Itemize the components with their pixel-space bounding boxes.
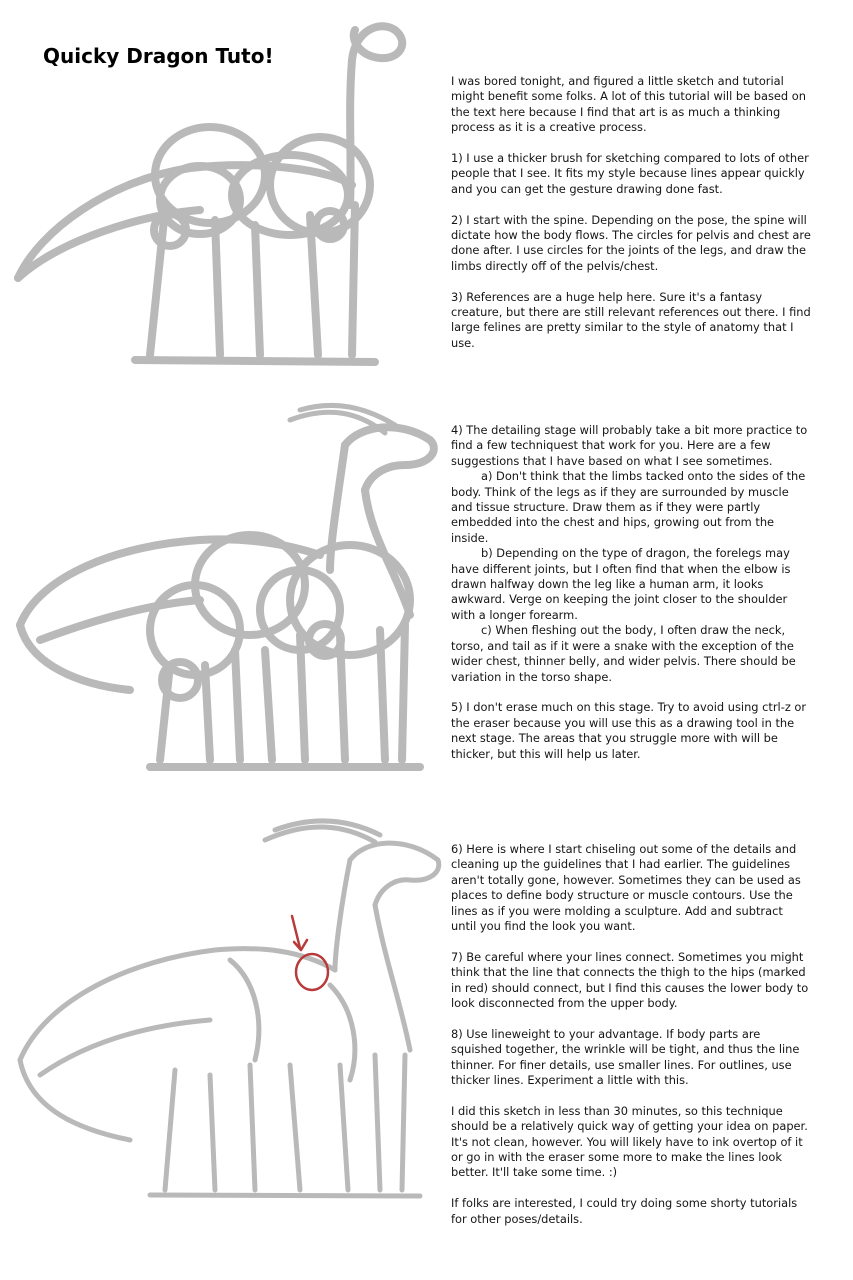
text-section-3 [451, 842, 811, 1242]
intro-paragraph: I was bored tonight, and figured a little sketch and tutorial might benefit some folks. A lot of this tutorial will be based on the text here because I find that art is as much a thinking process as it is a creative process. [451, 74, 806, 135]
step-2-paragraph: 2) I start with the spine. Depending on the pose, the spine will dictate how the body flows. The circles for pelvis and chest are done after. I use circles for the joints of the legs, and draw the limbs directly off of the pelvis/chest. [451, 212, 811, 273]
dragon-sketch-stage-3 [0, 810, 445, 1205]
step-6-paragraph: 6) Here is where I start chiseling out some of the details and cleaning up the guidelines that I had earlier. The guidelines aren't totally gone, however. Sometimes they can be used as places to define body structure or muscle contours. Use the lines as if you were molding a sculpture. Add and subtract until you find the look you want. [451, 842, 801, 934]
step-4c-paragraph: c) When fleshing out the body, I often draw the neck, torso, and tail as if it were a snake with the exception of the wider chest, thinner belly, and wider pelvis. There should be variation in the torso shape. [451, 623, 796, 684]
text-section-2 [451, 423, 811, 777]
step-7-paragraph: 7) Be careful where your lines connect. Sometimes you might think that the line that connects the thigh to the hips (marked in red) should connect, but I find this causes the lower body to look disconnected from the upper body. [451, 949, 809, 1011]
step-4a-paragraph: a) Don't think that the limbs tacked onto the sides of the body. Think of the legs as if they are surrounded by muscle and tissue structure. Draw them as if they were partly embedded into the chest and hips, growing out from the inside. [451, 469, 806, 545]
page-title: Quicky Dragon Tuto! [43, 44, 274, 68]
step-4-paragraph: 4) The detailing stage will probably take a bit more practice to find a few techniquest that work for you. Here are a few suggestions that I have based on what I see sometimes. [451, 423, 808, 468]
outro-paragraph: If folks are interested, I could try doing some shorty tutorials for other poses/details. [451, 1196, 798, 1226]
dragon-sketch-stage-2 [0, 395, 445, 785]
step-8-paragraph: 8) Use lineweight to your advantage. If body parts are squished together, the wrinkle will be tight, and thus the line thinner. For finer details, use smaller lines. For outlines, use thicker lines. Experiment a little with this. [451, 1026, 800, 1088]
text-section-1 [451, 74, 811, 367]
step-4b-paragraph: b) Depending on the type of dragon, the forelegs may have different joints, but I often find that when the elbow is drawn halfway down the leg like a human arm, it looks awkward. Verge on keeping the joint closer to the shoulder with a longer forearm. [451, 546, 791, 622]
step-1-paragraph: 1) I use a thicker brush for sketching compared to lots of other people that I see. It fits my style because lines appear quickly and you can get the gesture drawing done fast. [451, 151, 809, 196]
dragon-sketch-stage-1 [0, 10, 440, 370]
step-5-paragraph: 5) I don't erase much on this stage. Try to avoid using ctrl-z or the eraser because you will use this as a drawing tool in the next stage. The areas that you struggle more with will be thicker, but this will help us later. [451, 700, 807, 761]
closing-paragraph: I did this sketch in less than 30 minutes, so this technique should be a relatively quick way of getting your idea on paper. It's not clean, however. You will likely have to ink overtop of it or go in with the eraser some more to make the lines look better. It'll take some time. :) [451, 1103, 808, 1180]
step-3-paragraph: 3) References are a huge help here. Sure it's a fantasy creature, but there are still relevant references out there. I find large felines are pretty similar to the style of anatomy that I use. [451, 289, 811, 350]
